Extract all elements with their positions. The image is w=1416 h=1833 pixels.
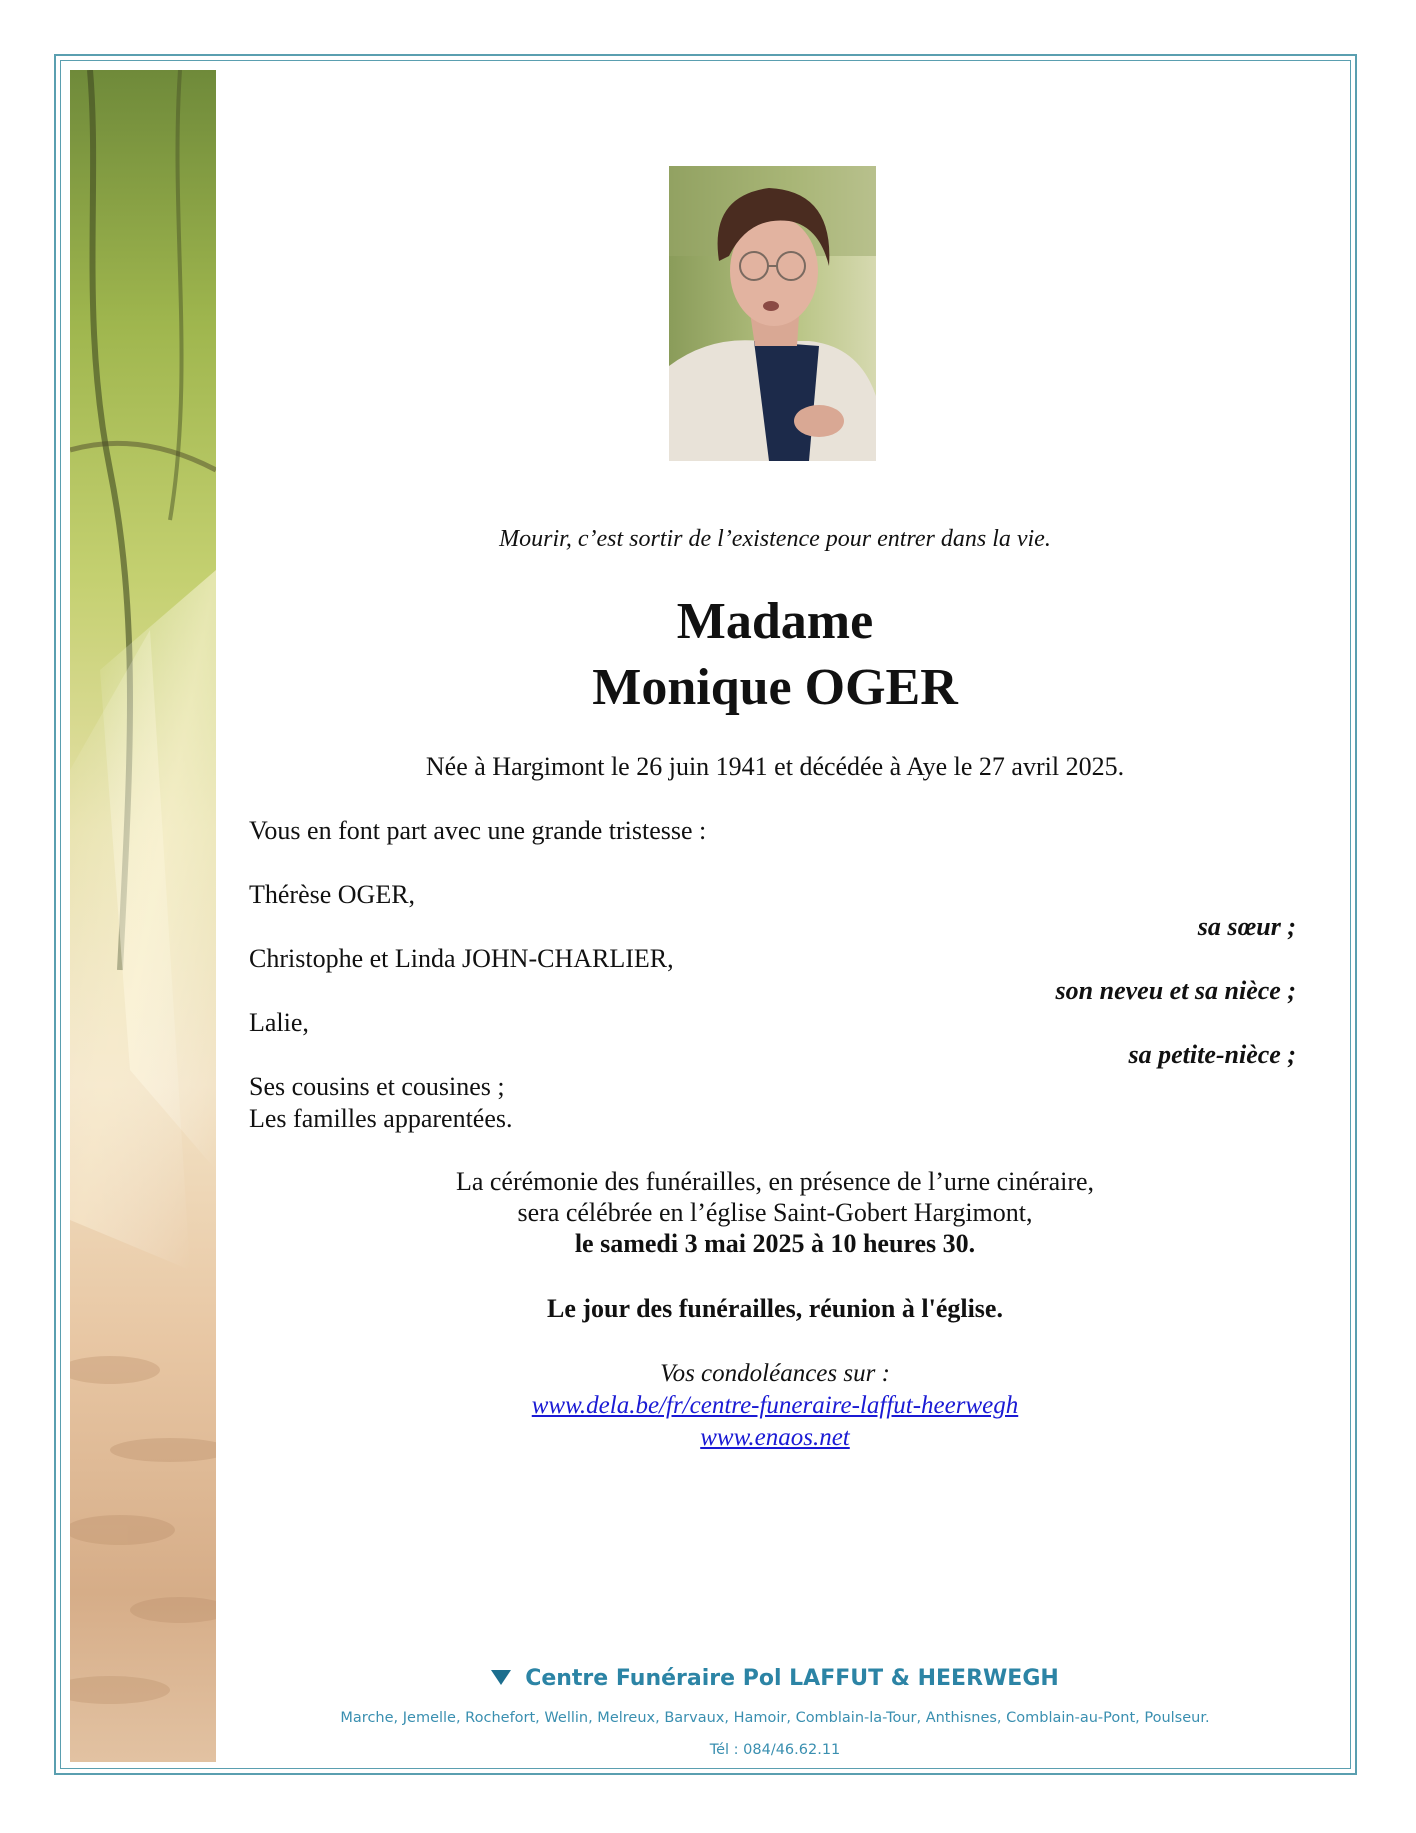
condolences-label: Vos condoléances sur : [660,1360,890,1387]
triangle-down-icon [491,1670,511,1685]
condolences-link-enaos[interactable]: www.enaos.net [700,1424,850,1451]
quote-text: Mourir, c’est sortir de l’existence pour entrer dans la vie. [499,526,1051,552]
funeral-home-label: Centre Funéraire Pol LAFFUT & HEERWEGH [525,1666,1059,1691]
title-honorific: Madame [676,593,874,650]
ceremony-line-2: sera célébrée en l’église Saint-Gobert Hargimont, [517,1198,1033,1227]
intro-text: Vous en font part avec une grande tristesse : [249,816,707,845]
ceremony-date: le samedi 3 mai 2025 à 10 heures 30. [574,1229,976,1258]
cousins-text: Ses cousins et cousines ; [249,1072,505,1101]
family-member-name: Lalie, [249,1008,309,1037]
forest-path-image [70,70,216,1762]
family-member-relation: sa sœur ; [1197,912,1296,941]
ceremony-info [230,1166,1320,1259]
family-member-name: Thérèse OGER, [249,880,416,909]
meeting-info: Le jour des funérailles, réunion à l'église. [547,1294,1003,1323]
forest-path-illustration [70,70,216,1762]
ceremony-line-1: La cérémonie des funérailles, en présence de l’urne cinéraire, [455,1167,1095,1196]
funeral-home-name [230,1666,1320,1691]
funeral-home-phone: Tél : 084/46.62.11 [709,1742,841,1758]
condolences-block [230,1358,1320,1454]
deceased-name: Monique OGER [592,659,958,716]
family-member-name: Christophe et Linda JOHN-CHARLIER, [249,944,674,973]
funeral-home-locations: Marche, Jemelle, Rochefort, Wellin, Melreux, Barvaux, Hamoir, Comblain-la-Tour, Anthisnes, Comblain-au-Pont, Poulseur. [340,1710,1210,1726]
family-member-relation: son neveu et sa nièce ; [1055,976,1296,1005]
families-text: Les familles apparentées. [249,1104,513,1133]
family-member-relation: sa petite-nièce ; [1128,1040,1296,1069]
birth-death-info: Née à Hargimont le 26 juin 1941 et décédée à Aye le 27 avril 2025. [425,752,1125,781]
portrait-photo [669,166,876,461]
condolences-link-dela[interactable]: www.dela.be/fr/centre-funeraire-laffut-heerwegh [531,1392,1019,1419]
